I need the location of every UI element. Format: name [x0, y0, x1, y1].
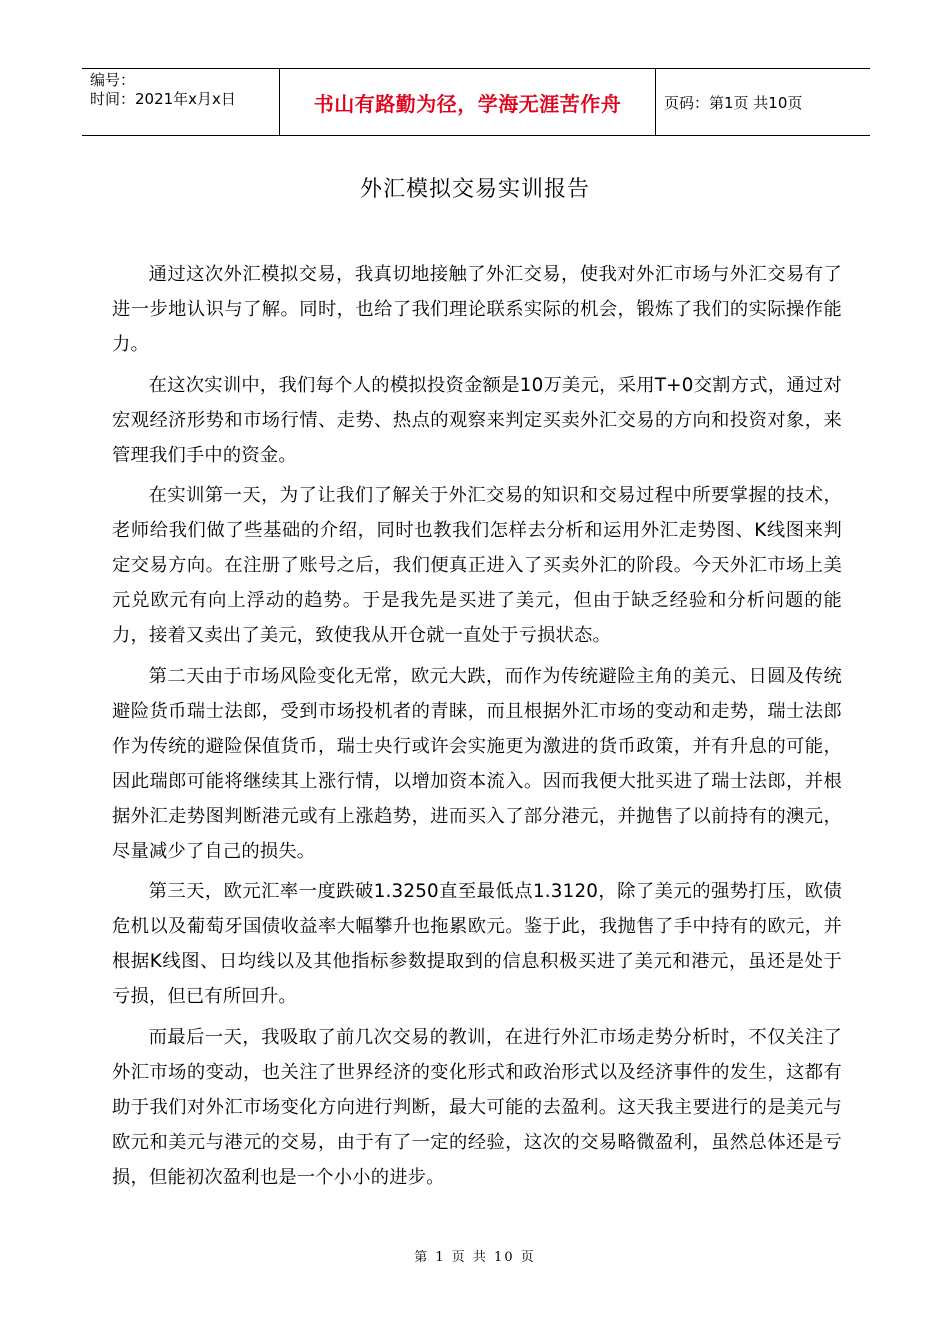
- document-date-label: 时间：2021年x月x日: [90, 90, 236, 108]
- paragraph: 通过这次外汇模拟交易，我真切地接触了外汇交易，使我对外汇市场与外汇交易有了进一步地认识与了解。同时，也给了我们理论联系实际的机会，锻炼了我们的实际操作能力。: [112, 264, 842, 355]
- paragraph: 在实训第一天，为了让我们了解关于外汇交易的知识和交易过程中所要掌握的技术，老师给我们做了些基础的介绍，同时也教我们怎样去分析和运用外汇走势图、K线图来判定交易方向。在注册了账号之后，我们便真正进入了买卖外汇的阶段。今天外汇市场上美元兑欧元有向上浮动的趋势。于是我先是买进了美元，但由于缺乏经验和分析问题的能力，接着又卖出了美元，致使我从开仓就一直处于亏损状态。: [112, 485, 842, 647]
- paragraph: 在这次实训中，我们每个人的模拟投资金额是10万美元，采用T+0交割方式，通过对宏观经济形势和市场行情、走势、热点的观察来判定买卖外汇交易的方向和投资对象，来管理我们手中的资金。: [112, 374, 842, 466]
- header-meta: [82, 69, 280, 135]
- page-footer: 第 1 页 共 10 页: [414, 1250, 536, 1265]
- header-page-info: 页码：第1页 共10页: [664, 93, 803, 112]
- document-body: [112, 258, 842, 1202]
- document-title: 外汇模拟交易实训报告: [359, 177, 590, 202]
- paragraph: 第三天，欧元汇率一度跌破1.3250直至最低点1.3120，除了美元的强势打压，欧债危机以及葡萄牙国债收益率大幅攀升也拖累欧元。鉴于此，我抛售了手中持有的欧元，并根据K线图、日均线以及其他指标参数提取到的信息积极买进了美元和港元，虽还是处于亏损，但已有所回升。: [112, 881, 842, 1008]
- paragraph: 第二天由于市场风险变化无常，欧元大跌，而作为传统避险主角的美元、日圆及传统避险货币瑞士法郎，受到市场投机者的青睐，而且根据外汇市场的变动和走势，瑞士法郎作为传统的避险保值货币，瑞士央行或许会实施更为激进的货币政策，并有升息的可能，因此瑞郎可能将继续其上涨行情，以增加资本流入。因而我便大批买进了瑞士法郎，并根据外汇走势图判断港元或有上涨趋势，进而买入了部分港元，并抛售了以前持有的澳元，尽量减少了自己的损失。: [112, 665, 842, 862]
- page-header: [82, 68, 870, 136]
- header-motto: 书山有路勤为径，学海无涯苦作舟: [280, 69, 656, 135]
- paragraph: 而最后一天，我吸取了前几次交易的教训，在进行外汇市场走势分析时，不仅关注了外汇市场的变动，也关注了世界经济的变化形式和政治形式以及经济事件的发生，这都有助于我们对外汇市场变化方向进行判断，最大可能的去盈利。这天我主要进行的是美元与欧元和美元与港元的交易，由于有了一定的经验，这次的交易略微盈利，虽然总体还是亏损，但能初次盈利也是一个小小的进步。: [112, 1027, 842, 1188]
- document-code-label: 编号：: [90, 71, 136, 89]
